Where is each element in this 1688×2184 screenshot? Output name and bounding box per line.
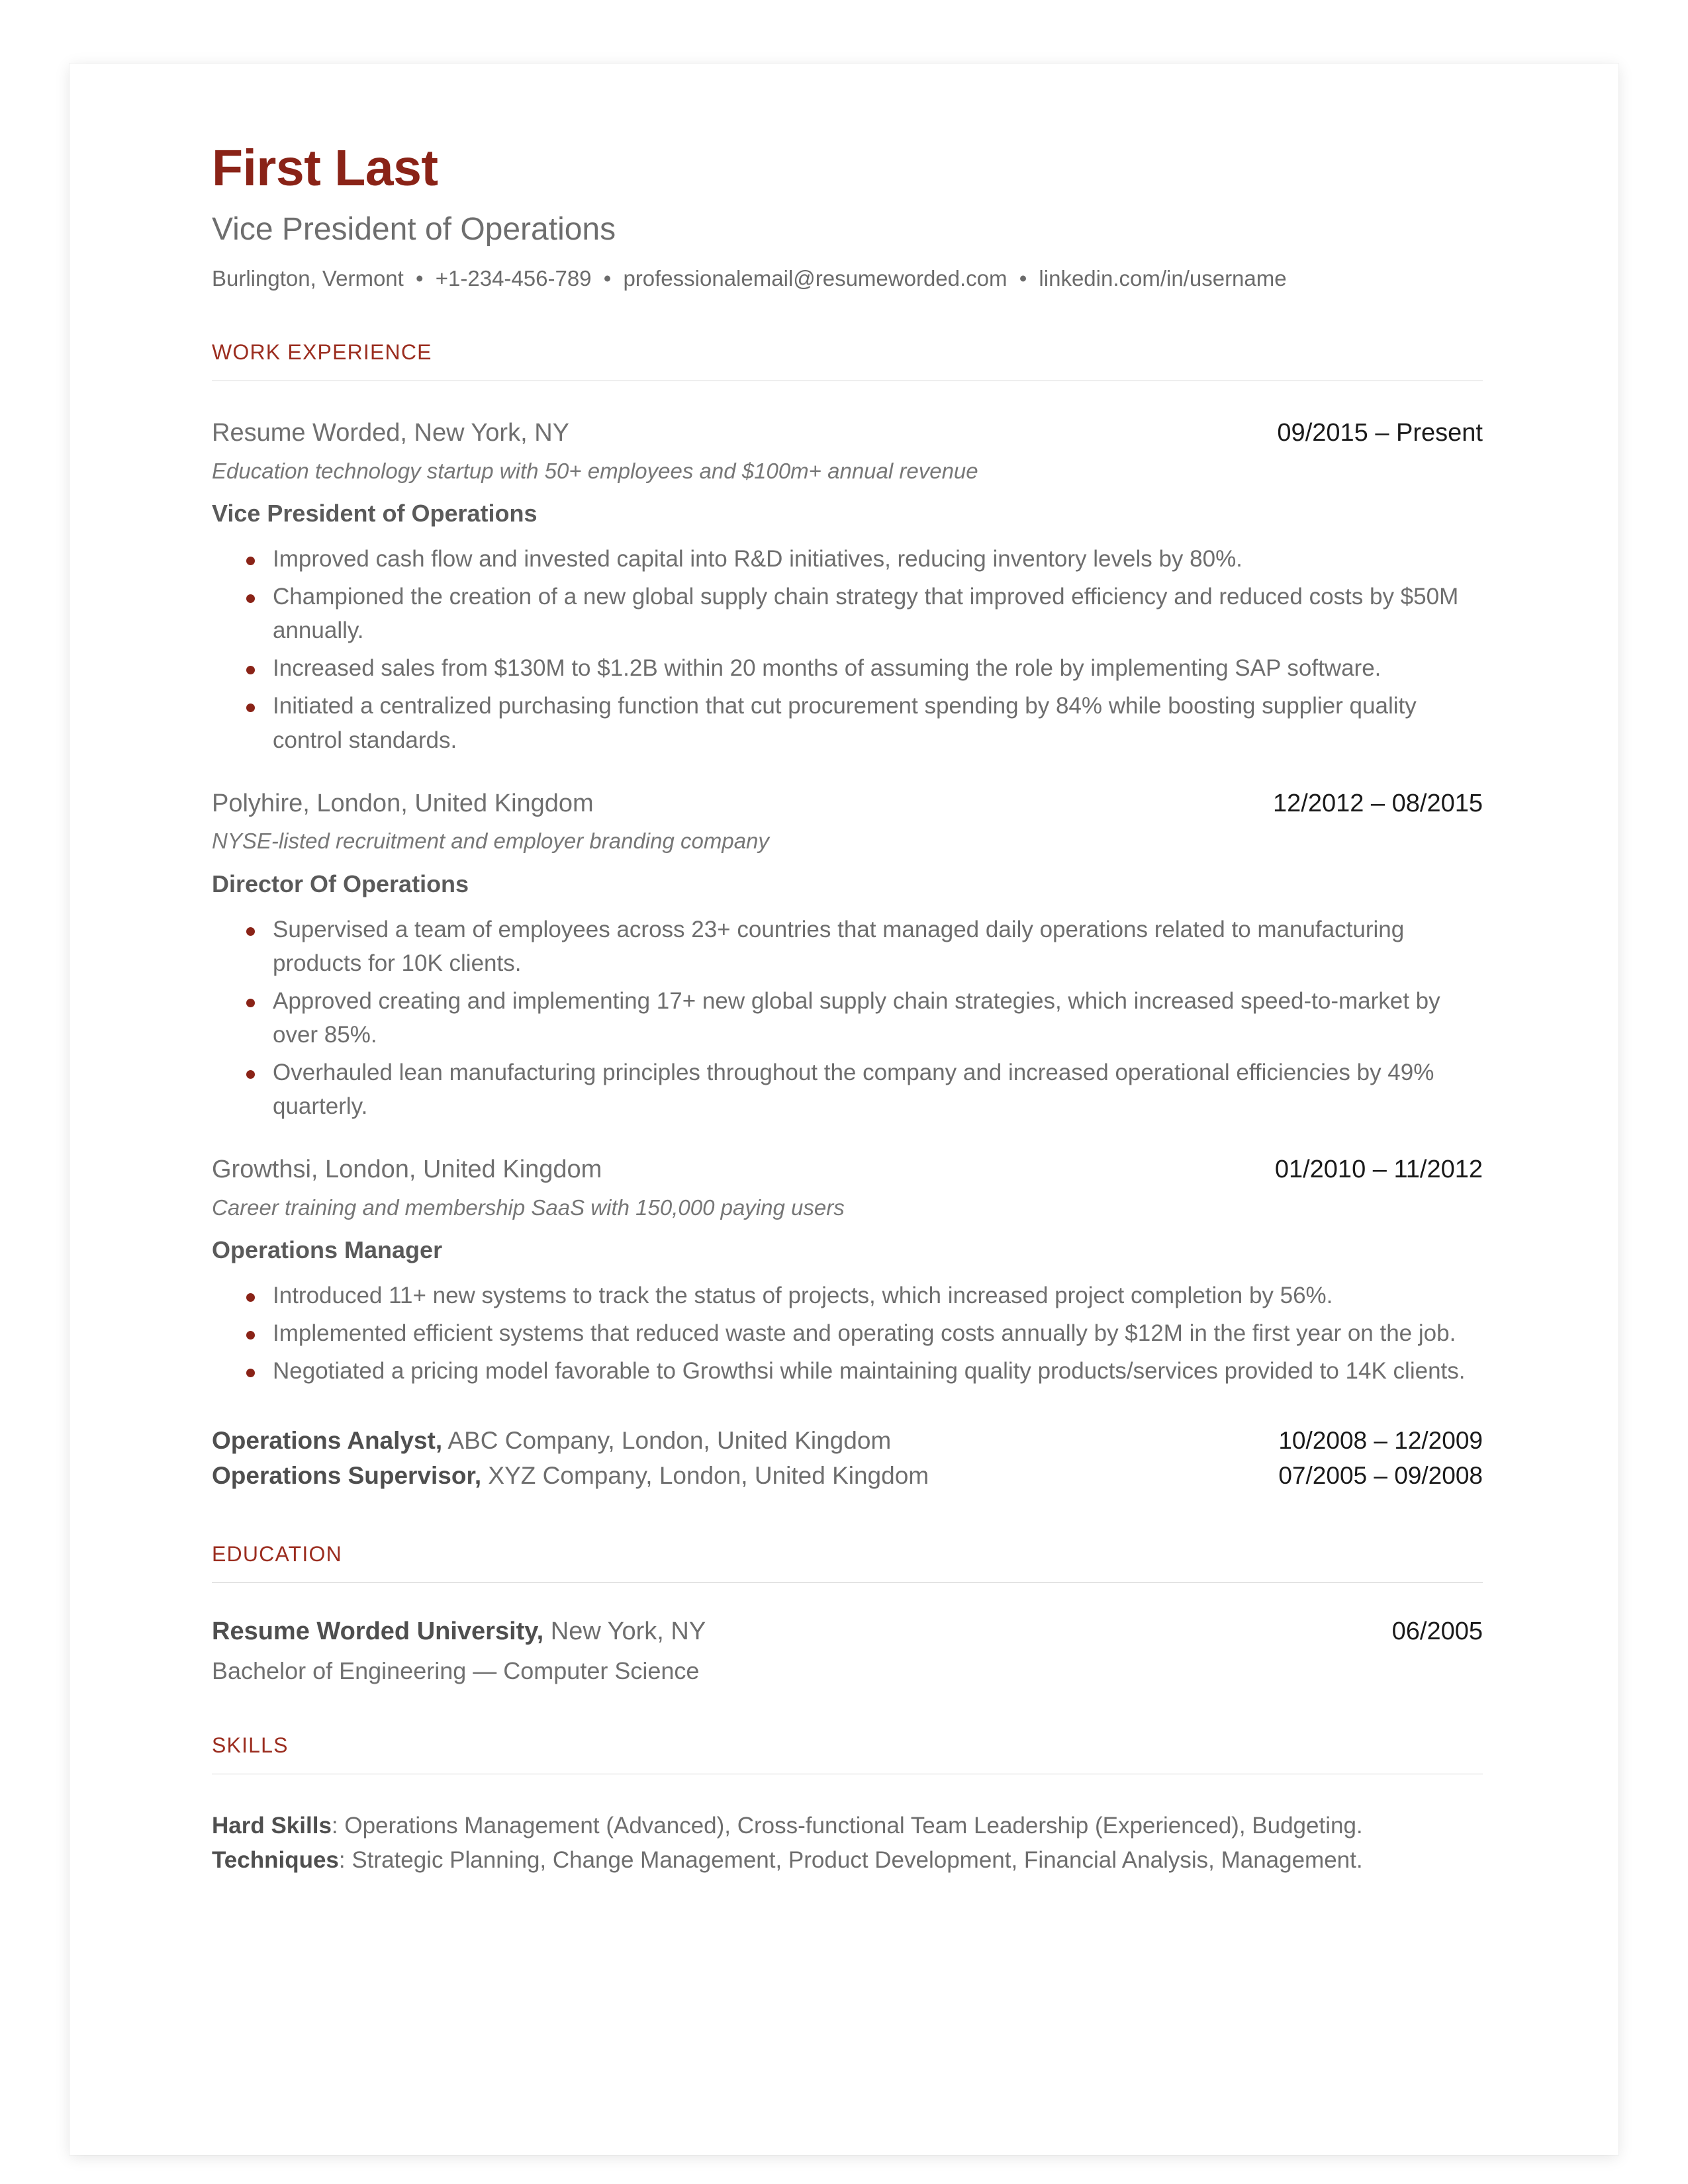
compact-job-title: Operations Supervisor, — [212, 1462, 482, 1490]
compact-job-detail: XYZ Company, London, United Kingdom — [481, 1462, 929, 1490]
skill-row — [212, 1843, 1483, 1878]
contact-phone[interactable]: +1-234-456-789 — [435, 265, 592, 291]
job-entry — [212, 418, 1483, 757]
compact-jobs-list — [212, 1423, 1483, 1494]
job-bullet: Championed the creation of a new global supply chain strategy that improved efficiency and reduced costs by $50M annually. — [212, 580, 1483, 647]
education-section — [212, 1542, 1483, 1583]
job-role: Director Of Operations — [212, 870, 469, 897]
compact-job-dates: 10/2008 – 12/2009 — [1278, 1426, 1483, 1454]
job-bullet: Overhauled lean manufacturing principles throughout the company and increased operational efficiencies by 49% quarterly. — [212, 1056, 1483, 1123]
job-descriptor: Career training and membership SaaS with 150,000 paying users — [212, 1195, 845, 1220]
compact-job-text — [212, 1458, 929, 1494]
skill-label: Techniques — [212, 1846, 339, 1873]
compact-job-row — [212, 1423, 1483, 1459]
resume-content — [70, 64, 1618, 1878]
work-experience-section — [212, 340, 1483, 381]
candidate-name: First Last — [212, 140, 438, 197]
education-entry — [212, 1617, 1483, 1685]
job-bullet: Negotiated a pricing model favorable to Growthsi while maintaining quality products/services provided to 14K clients. — [212, 1354, 1483, 1388]
job-role: Operations Manager — [212, 1236, 443, 1264]
contact-separator-1: • — [416, 265, 424, 291]
job-header-row — [212, 418, 1483, 449]
job-bullet: Approved creating and implementing 17+ new global supply chain strategies, which increased speed-to-market by over 85%. — [212, 984, 1483, 1052]
job-role: Vice President of Operations — [212, 499, 538, 527]
skill-value: : Strategic Planning, Change Management, Product Development, Financial Analysis, Management. — [338, 1846, 1363, 1873]
job-bullet: Introduced 11+ new systems to track the status of projects, which increased project completion by 56%. — [212, 1279, 1483, 1312]
section-title-skills: SKILLS — [212, 1733, 289, 1758]
contact-location: Burlington, Vermont — [212, 265, 404, 291]
education-location: New York, NY — [543, 1617, 706, 1645]
contact-line — [212, 265, 1483, 292]
job-dates: 09/2015 – Present — [1277, 419, 1483, 447]
job-header-row — [212, 789, 1483, 819]
skills-section — [212, 1733, 1483, 1774]
skill-row — [212, 1809, 1483, 1843]
section-divider-education — [212, 1582, 1483, 1583]
job-bullet-list — [212, 913, 1483, 1124]
education-date: 06/2005 — [1391, 1617, 1483, 1645]
section-title-education: EDUCATION — [212, 1541, 342, 1566]
skill-value: : Operations Management (Advanced), Cross-functional Team Leadership (Experienced), Budgeting. — [331, 1813, 1363, 1839]
skills-list — [212, 1809, 1483, 1878]
compact-job-detail: ABC Company, London, United Kingdom — [442, 1426, 892, 1454]
education-degree: Bachelor of Engineering — Computer Science — [212, 1657, 700, 1684]
job-company: Polyhire, London, United Kingdom — [212, 789, 594, 817]
job-bullet: Supervised a team of employees across 23+ countries that managed daily operations related to manufacturing products for 10K clients. — [212, 913, 1483, 980]
job-descriptor: Education technology startup with 50+ employees and $100m+ annual revenue — [212, 458, 978, 483]
job-dates: 01/2010 – 11/2012 — [1274, 1156, 1483, 1184]
job-header-row — [212, 1155, 1483, 1185]
contact-separator-2: • — [603, 265, 612, 291]
job-descriptor: NYSE-listed recruitment and employer branding company — [212, 829, 769, 854]
job-dates: 12/2012 – 08/2015 — [1273, 789, 1483, 817]
compact-job-text — [212, 1423, 891, 1459]
job-bullet: Increased sales from $130M to $1.2B within 20 months of assuming the role by implementing SAP software. — [212, 651, 1483, 685]
contact-linkedin[interactable]: linkedin.com/in/username — [1039, 265, 1287, 291]
skill-label: Hard Skills — [212, 1813, 332, 1839]
job-company: Growthsi, London, United Kingdom — [212, 1156, 602, 1184]
education-school-line — [212, 1617, 706, 1646]
education-header-row — [212, 1617, 1483, 1646]
job-bullet-list — [212, 1279, 1483, 1388]
contact-email[interactable]: professionalemail@resumeworded.com — [623, 265, 1008, 291]
job-bullet-list — [212, 542, 1483, 757]
candidate-headline: Vice President of Operations — [212, 212, 616, 248]
section-title-work-experience: WORK EXPERIENCE — [212, 340, 432, 365]
resume-header — [212, 142, 1483, 292]
resume-sheet — [70, 64, 1618, 2155]
job-entry — [212, 1155, 1483, 1388]
job-company: Resume Worded, New York, NY — [212, 419, 569, 447]
contact-separator-3: • — [1019, 265, 1027, 291]
compact-job-row — [212, 1458, 1483, 1494]
job-bullet: Implemented efficient systems that reduced waste and operating costs annually by $12M in the first year on the job. — [212, 1316, 1483, 1350]
job-bullet: Improved cash flow and invested capital into R&D initiatives, reducing inventory levels by 80%. — [212, 542, 1483, 576]
education-school: Resume Worded University, — [212, 1617, 544, 1645]
job-bullet: Initiated a centralized purchasing function that cut procurement spending by 84% while boosting supplier quality control standards. — [212, 689, 1483, 756]
job-entry — [212, 789, 1483, 1124]
compact-job-dates: 07/2005 – 09/2008 — [1278, 1462, 1483, 1490]
compact-job-title: Operations Analyst, — [212, 1426, 443, 1454]
